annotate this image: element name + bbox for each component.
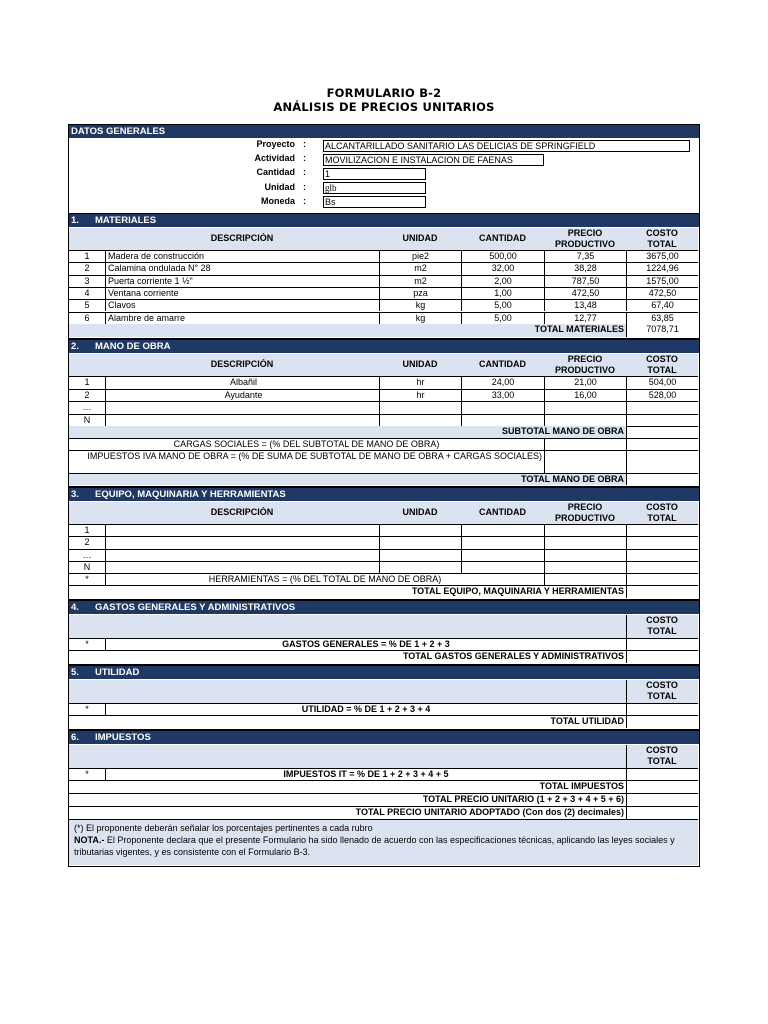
col-costo: COSTO [646,615,678,625]
col-descripcion: DESCRIPCIÓN [210,507,274,517]
mano-de-obra-header [69,340,699,353]
header-band [69,680,626,703]
row-costo [626,561,698,573]
total-impuestos-label: TOTAL IMPUESTOS [69,780,626,793]
header-band [69,745,626,768]
row-number: 6 [69,312,105,324]
impuestos-line: IMPUESTOS IT = % DE 1 + 2 + 3 + 4 + 5 [105,768,626,780]
section-title: EQUIPO, MAQUINARIA Y HERRAMIENTAS [95,489,286,500]
row-precio: 16,00 [544,389,626,402]
row-costo [626,401,698,414]
nota-label: NOTA.- [74,835,105,845]
row-cantidad [461,414,544,427]
section-title: UTILIDAD [95,667,140,678]
cantidad-field[interactable]: 1 [323,168,426,180]
utilidad-header [69,666,699,679]
nota-text: El Proponente declara que el presente Formulario ha sido llenado de acuerdo con las especificaciones técnicas, aplicando las leyes sociales y tributarias vigentes, y es consistente con el Formulario B-3. [74,835,675,857]
row-cantidad [461,401,544,414]
total-gastos-label: TOTAL GASTOS GENERALES Y ADMINISTRATIVOS [69,650,626,663]
row-unidad: hr [379,376,461,389]
col-precio: PRECIO [567,354,603,364]
row-descripcion [105,414,379,427]
row-cantidad: 2,00 [461,275,544,287]
row-unidad: m2 [379,262,461,274]
row-costo [626,536,698,548]
equipo-header [69,488,699,501]
impuestos-header [69,731,699,744]
note-percent: (*) El proponente deberán señalar los porcentajes pertinentes a cada rubro [74,823,373,833]
row-number: 2 [69,389,105,402]
row-unidad: pza [379,287,461,299]
col-cantidad: CANTIDAD [479,359,526,369]
row-costo: 528,00 [626,389,698,402]
materiales-section [68,213,700,339]
section-number: 5. [71,667,79,678]
section-number: 2. [71,341,79,352]
cargas-sociales-label: CARGAS SOCIALES = (% DEL SUBTOTAL DE MANO DE OBRA) [69,438,544,450]
actividad-field[interactable]: MOVILIZACION E INSTALACION DE FAENAS [323,154,544,166]
row-cantidad [461,524,544,536]
row-descripcion: Albañil [105,376,379,389]
row-descripcion [105,401,379,414]
row-cantidad: 33,00 [461,389,544,402]
row-number: 5 [69,299,105,311]
cargas-sociales-value [626,438,698,450]
total-utilidad-label: TOTAL UTILIDAD [69,715,626,728]
row-unidad: kg [379,299,461,311]
row-number: 1 [69,376,105,389]
row-unidad [379,549,461,561]
total-equipo-value [626,585,698,598]
colon: : [303,167,306,177]
row-number: 1 [69,250,105,262]
utilidad-star: * [69,703,105,715]
row-number: … [69,401,105,414]
colon: : [303,182,306,192]
row-descripcion: Clavos [105,299,379,311]
row-number: 4 [69,287,105,299]
row-unidad: kg [379,312,461,324]
utilidad-line: UTILIDAD = % DE 1 + 2 + 3 + 4 [105,703,626,715]
total-precio-unitario-label: TOTAL PRECIO UNITARIO (1 + 2 + 3 + 4 + 5 + 6) [69,793,626,806]
col-costo: TOTAL [647,691,677,701]
row-precio [544,549,626,561]
row-descripcion: Madera de construcción [105,250,379,262]
row-descripcion: Ventana corriente [105,287,379,299]
section-title: IMPUESTOS [95,732,151,743]
utilidad-section [68,665,700,730]
total-impuestos-value [626,780,698,793]
row-precio: 787,50 [544,275,626,287]
total-utilidad-value [626,715,698,728]
row-descripcion: Alambre de amarre [105,312,379,324]
materiales-header [69,214,699,227]
row-unidad [379,561,461,573]
impuestos-star: * [69,768,105,780]
section-number: 4. [71,602,79,613]
row-unidad: m2 [379,275,461,287]
moneda-label: Moneda [260,196,295,206]
row-cantidad [461,549,544,561]
proyecto-field[interactable]: ALCANTARILLADO SANITARIO LAS DELICIAS DE SPRINGFIELD [323,140,690,152]
row-cantidad [461,536,544,548]
impuestos-iva-label: IMPUESTOS IVA MANO DE OBRA = (% DE SUMA DE SUBTOTAL DE MANO DE OBRA + CARGAS SOCIALES) [69,450,544,473]
col-cantidad: CANTIDAD [479,507,526,517]
row-number: N [69,414,105,427]
col-costo: COSTO [646,680,678,690]
gastos-value [626,638,698,650]
subtotal-mano-value [626,426,698,438]
section-title: MANO DE OBRA [95,341,171,352]
row-precio: 38,28 [544,262,626,274]
col-costo: COSTO [646,745,678,755]
unidad-label: Unidad [264,182,295,192]
col-costo: COSTO [646,228,678,238]
total-mano-value [626,473,698,485]
cantidad-label: Cantidad [256,167,295,177]
row-unidad [379,414,461,427]
row-costo: 3675,00 [626,250,698,262]
row-descripcion: Ayudante [105,389,379,402]
row-cantidad: 24,00 [461,376,544,389]
col-cantidad: CANTIDAD [479,233,526,243]
row-cantidad: 1,00 [461,287,544,299]
row-cantidad: 500,00 [461,250,544,262]
row-costo [626,549,698,561]
proyecto-label: Proyecto [256,139,295,149]
equipo-section [68,487,700,600]
herramientas-pct[interactable] [544,573,626,585]
row-unidad: pie2 [379,250,461,262]
row-cantidad: 5,00 [461,312,544,324]
section-number: 1. [71,215,79,226]
col-precio: PRECIO [567,502,603,512]
col-unidad: UNIDAD [402,359,438,369]
col-precio: PRECIO [567,228,603,238]
row-precio: 21,00 [544,376,626,389]
total-gastos-value [626,650,698,663]
col-costo: TOTAL [647,756,677,766]
row-descripcion [105,549,379,561]
header-band [69,615,626,638]
total-precio-unitario-value [626,793,698,806]
gastos-line: GASTOS GENERALES = % DE 1 + 2 + 3 [105,638,626,650]
row-precio: 7,35 [544,250,626,262]
row-unidad: hr [379,389,461,402]
row-cantidad: 5,00 [461,299,544,311]
total-adoptado-label: TOTAL PRECIO UNITARIO ADOPTADO (Con dos (2) decimales) [69,806,626,819]
utilidad-value [626,703,698,715]
row-number: N [69,561,105,573]
datos-generales-section [68,124,700,214]
row-precio [544,414,626,427]
gastos-header [69,601,699,614]
row-unidad [379,536,461,548]
row-precio [544,536,626,548]
row-unidad [379,524,461,536]
notes-box [69,819,698,865]
col-descripcion: DESCRIPCIÓN [210,359,274,369]
row-costo: 67,40 [626,299,698,311]
col-costo: TOTAL [647,626,677,636]
col-precio: PRODUCTIVO [554,513,615,523]
row-costo: 1224,96 [626,262,698,274]
row-costo [626,414,698,427]
col-unidad: UNIDAD [402,233,438,243]
note-declaration [74,834,694,858]
total-materiales-label: TOTAL MATERIALES [69,324,626,337]
gastos-section [68,600,700,665]
col-descripcion: DESCRIPCIÓN [210,233,274,243]
row-cantidad: 32,00 [461,262,544,274]
row-descripcion: Calamina ondulada N° 28 [105,262,379,274]
subtotal-mano-label: SUBTOTAL MANO DE OBRA [69,426,626,438]
col-costo: TOTAL [647,513,677,523]
row-precio [544,524,626,536]
row-costo: 63,85 [626,312,698,324]
gastos-star: * [69,638,105,650]
col-unidad: UNIDAD [402,507,438,517]
herramientas-star: * [69,573,105,585]
colon: : [303,196,306,206]
colon: : [303,153,306,163]
row-number: 3 [69,275,105,287]
row-precio [544,561,626,573]
total-adoptado-value [626,806,698,819]
actividad-label: Actividad [254,153,295,163]
row-descripcion [105,536,379,548]
unidad-field[interactable]: glb [323,182,426,194]
row-unidad [379,401,461,414]
section-title: MATERIALES [95,215,157,226]
total-equipo-label: TOTAL EQUIPO, MAQUINARIA Y HERRAMIENTAS [69,585,626,598]
row-precio [544,401,626,414]
row-number: 2 [69,262,105,274]
total-materiales-value: 7078,71 [626,324,698,337]
row-number: … [69,549,105,561]
datos-generales-header: DATOS GENERALES [69,125,699,138]
row-descripcion: Puerta corriente 1 ½" [105,275,379,287]
herramientas-value [626,573,698,585]
cargas-sociales-pct[interactable] [544,438,626,450]
impuestos-section [68,730,700,867]
row-costo [626,524,698,536]
row-cantidad [461,561,544,573]
row-precio: 13,48 [544,299,626,311]
row-descripcion [105,561,379,573]
row-costo: 472,50 [626,287,698,299]
herramientas-label: HERRAMIENTAS = (% DEL TOTAL DE MANO DE OBRA) [105,573,544,585]
col-precio: PRODUCTIVO [554,239,615,249]
col-costo: TOTAL [647,365,677,375]
row-costo: 504,00 [626,376,698,389]
form-title: FORMULARIO B-2 [326,86,442,100]
col-costo: TOTAL [647,239,677,249]
row-precio: 472,50 [544,287,626,299]
row-number: 2 [69,536,105,548]
section-number: 6. [71,732,79,743]
impuestos-value [626,768,698,780]
row-descripcion [105,524,379,536]
col-precio: PRODUCTIVO [554,365,615,375]
col-costo: COSTO [646,354,678,364]
impuestos-iva-pct[interactable] [544,450,626,473]
row-costo: 1575,00 [626,275,698,287]
row-precio: 12,77 [544,312,626,324]
total-mano-label: TOTAL MANO DE OBRA [69,473,626,485]
col-costo: COSTO [646,502,678,512]
moneda-field[interactable]: Bs [323,196,426,208]
row-number: 1 [69,524,105,536]
section-title: GASTOS GENERALES Y ADMINISTRATIVOS [95,602,296,613]
colon: : [303,139,306,149]
section-number: 3. [71,489,79,500]
form-subtitle: ANÁLISIS DE PRECIOS UNITARIOS [273,100,495,114]
mano-de-obra-section [68,339,700,487]
impuestos-iva-value [626,450,698,473]
